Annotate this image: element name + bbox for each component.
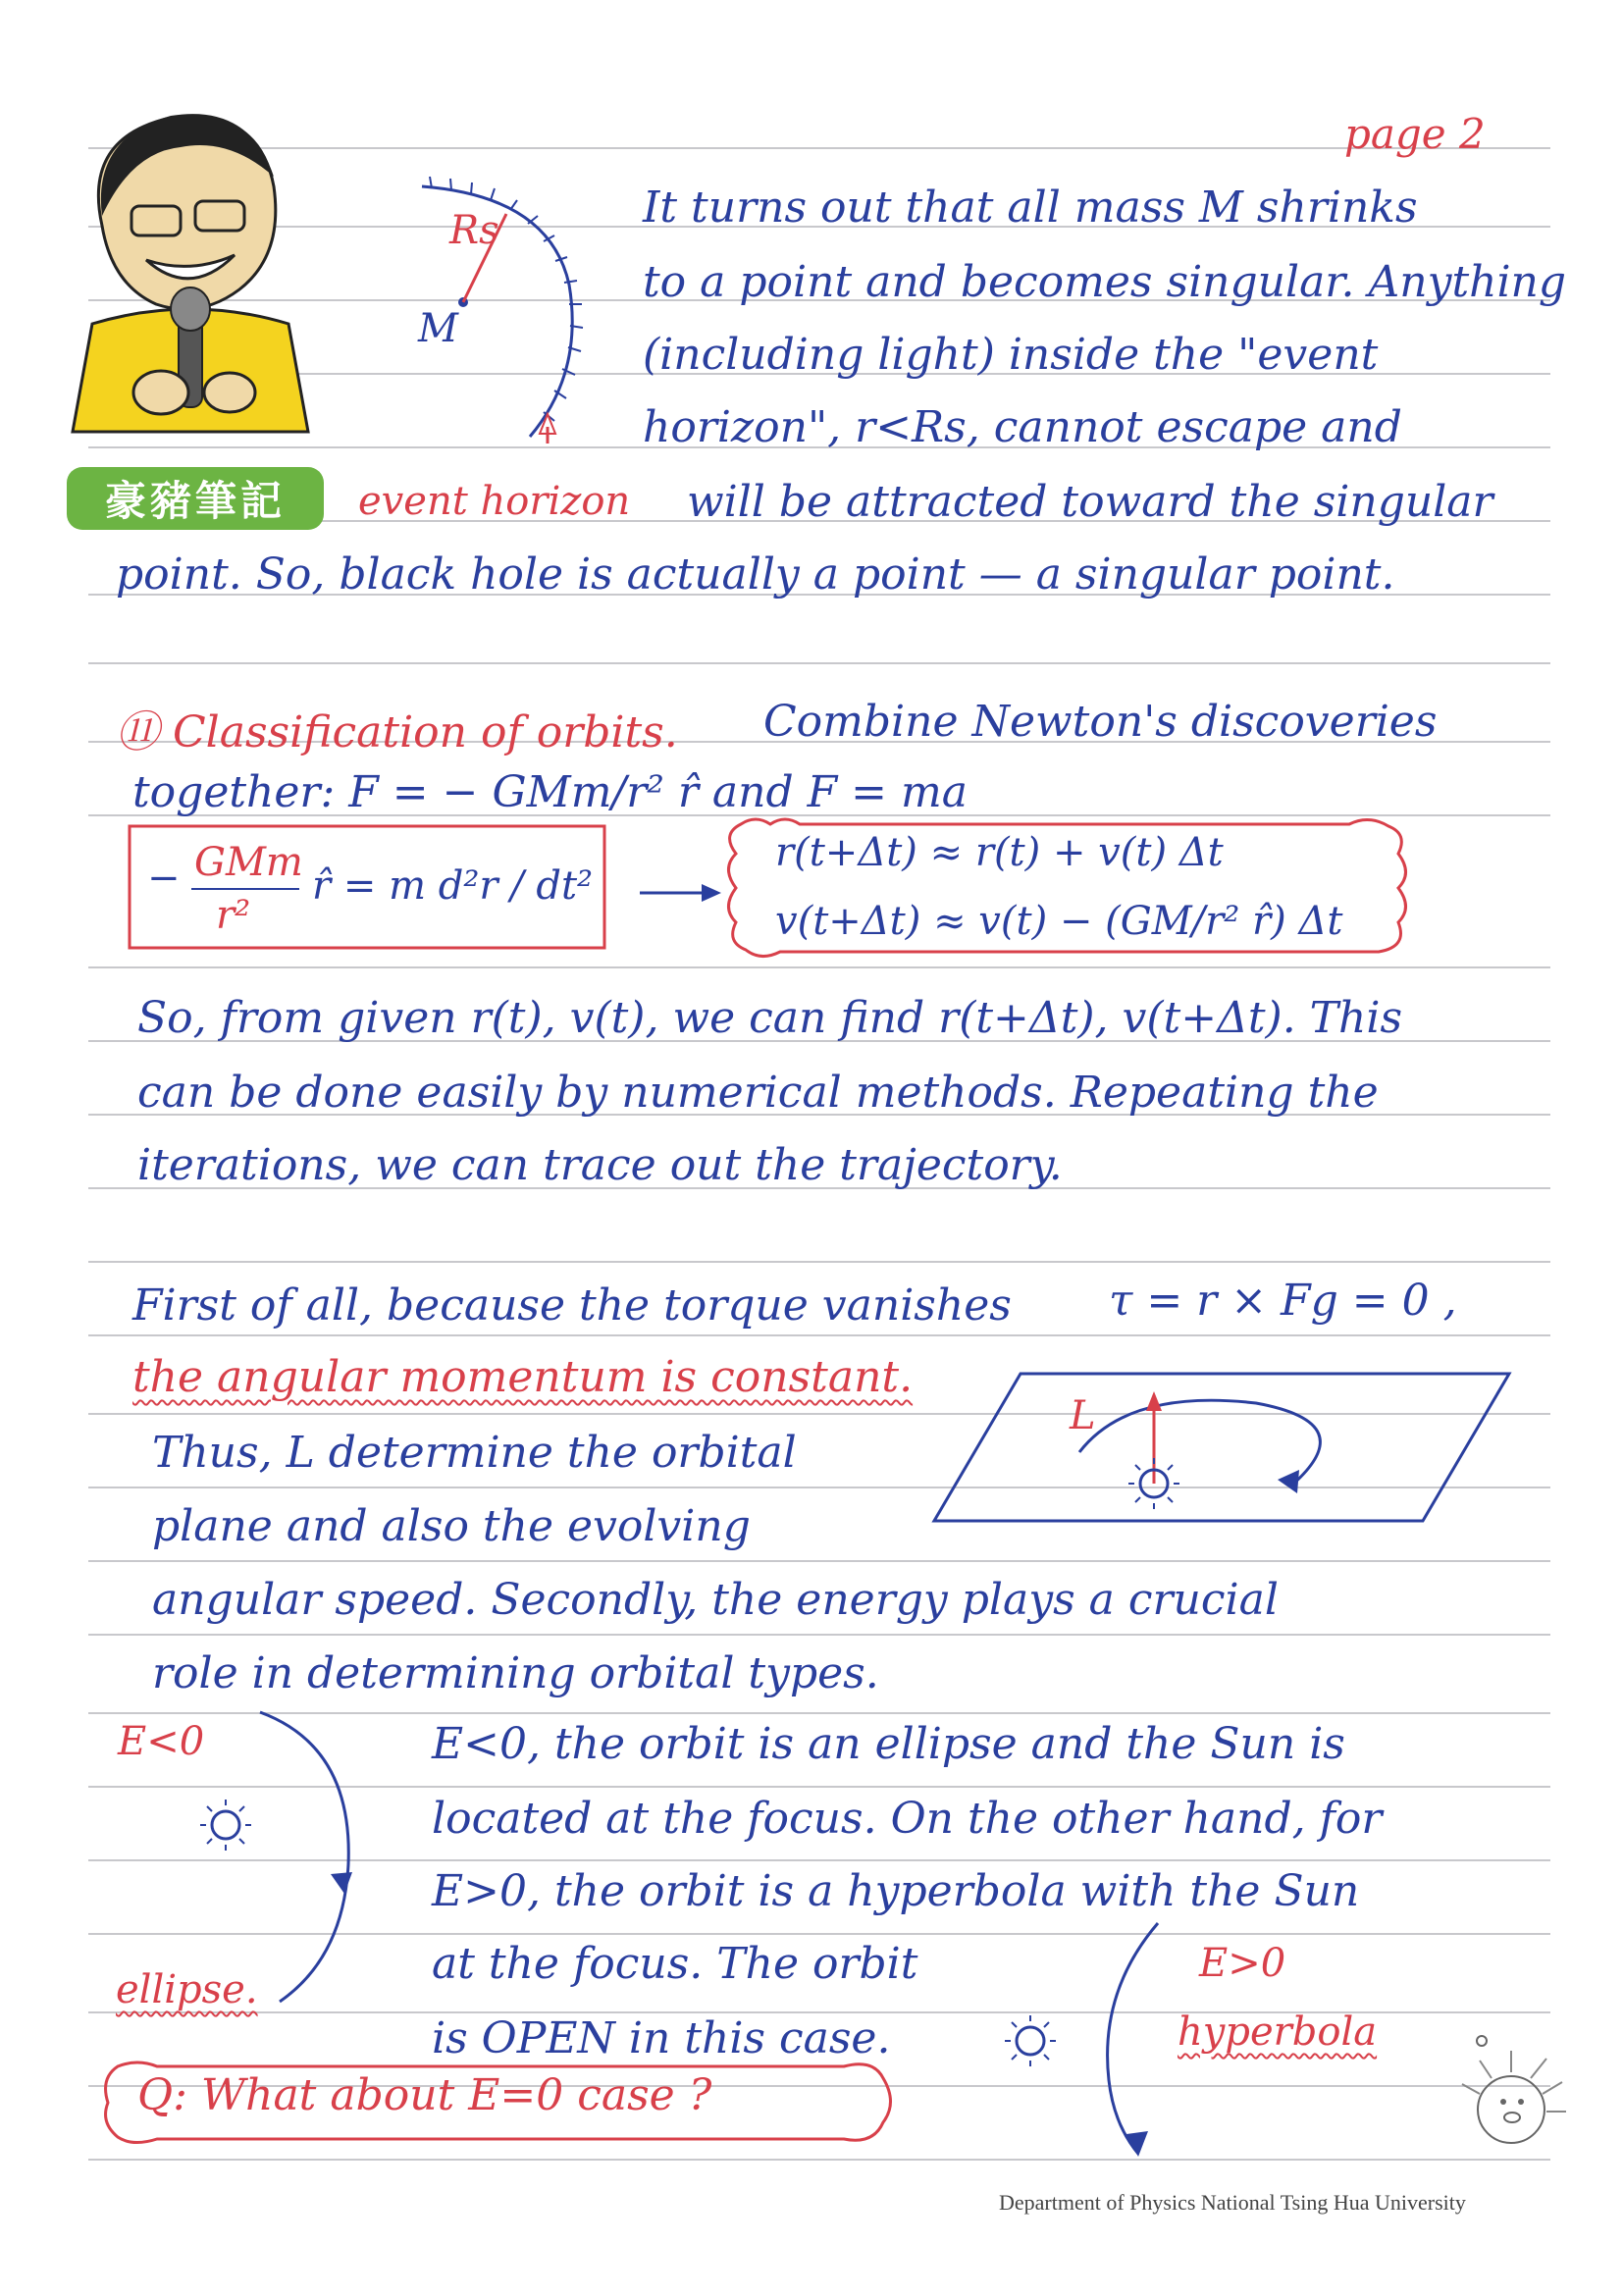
angular-line-1: First of all, because the torque vanishes: [132, 1280, 1012, 1331]
orbit-line-3: E>0, the orbit is a hyperbola with the Sun: [432, 1866, 1360, 1916]
question-text: Q: What about E=0 case ?: [137, 2070, 712, 2120]
ellipse-orbit-diagram: [182, 1707, 358, 2011]
class-para-1: So, from given r(t), v(t), we can find r(t+Δt), v(t+Δt). This: [137, 993, 1403, 1043]
class-para-2: can be done easily by numerical methods. Repeating the: [137, 1068, 1379, 1118]
angular-line-2: the angular momentum is constant.: [132, 1352, 914, 1402]
torque-equation: τ = r × Fg = 0 ,: [1109, 1276, 1457, 1326]
footer-text: Department of Physics National Tsing Hua University: [999, 2190, 1466, 2215]
m-label: M: [418, 306, 458, 351]
hyperbola-label: hyperbola: [1178, 2009, 1378, 2055]
section-heading: ⑪ Classification of orbits.: [116, 707, 678, 757]
bh-line-4: horizon", r<Rs, cannot escape and: [643, 402, 1402, 452]
ellipse-condition: E<0: [118, 1719, 205, 1764]
page-number: page 2: [1344, 110, 1486, 158]
iteration-eq-2: v(t+Δt) ≈ v(t) − (GM/r² r̂) Δt: [775, 899, 1343, 944]
boxed-eq-lhs: −: [147, 856, 181, 901]
hyperbola-condition: E>0: [1199, 1941, 1286, 1986]
class-para-3: iterations, we can trace out the trajectory.: [137, 1140, 1063, 1190]
rs-label: Rs: [449, 208, 499, 253]
bh-line-1: It turns out that all mass M shrinks: [643, 183, 1418, 233]
boxed-eq-rest: r̂ = m d²r / dt²: [312, 863, 594, 909]
bh-line-5: will be attracted toward the singular: [687, 477, 1493, 527]
angular-line-3: Thus, L determine the orbital: [152, 1428, 797, 1478]
porcupine-doodle: [1452, 2021, 1570, 2159]
mascot-illustration: [63, 98, 328, 471]
bh-line-6: point. So, black hole is actually a point — a singular point.: [116, 549, 1395, 600]
l-vector-label: L: [1070, 1393, 1096, 1438]
orbit-line-1: E<0, the orbit is an ellipse and the Sun is: [432, 1719, 1345, 1769]
arrow-to-iteration: [638, 878, 726, 908]
orbit-line-5: is OPEN in this case.: [432, 2013, 891, 2063]
angular-line-5: angular speed. Secondly, the energy plays a crucial: [152, 1575, 1279, 1625]
orbit-line-2: located at the focus. On the other hand, for: [432, 1794, 1383, 1844]
orbital-plane-diagram: [932, 1364, 1511, 1531]
bh-line-3: (including light) inside the "event: [643, 330, 1379, 380]
event-horizon-label: event horizon: [358, 479, 631, 524]
angular-line-6: role in determining orbital types.: [152, 1648, 879, 1698]
together-line: together: F = − GMm/r² r̂ and F = ma: [132, 767, 968, 817]
section-heading-rest: Combine Newton's discoveries: [763, 697, 1438, 747]
boxed-eq-numerator: GMm: [194, 840, 303, 885]
hyperbola-orbit-diagram: [981, 1913, 1197, 2159]
ellipse-label: ellipse.: [116, 1967, 258, 2012]
bh-line-2: to a point and becomes singular. Anything: [643, 257, 1567, 307]
iteration-eq-1: r(t+Δt) ≈ r(t) + v(t) Δt: [775, 830, 1224, 875]
orbit-line-4: at the focus. The orbit: [432, 1939, 918, 1989]
boxed-eq-denominator: r²: [216, 893, 251, 938]
logo-badge: 豪豬筆記: [67, 467, 324, 530]
angular-line-4: plane and also the evolving: [152, 1501, 751, 1551]
